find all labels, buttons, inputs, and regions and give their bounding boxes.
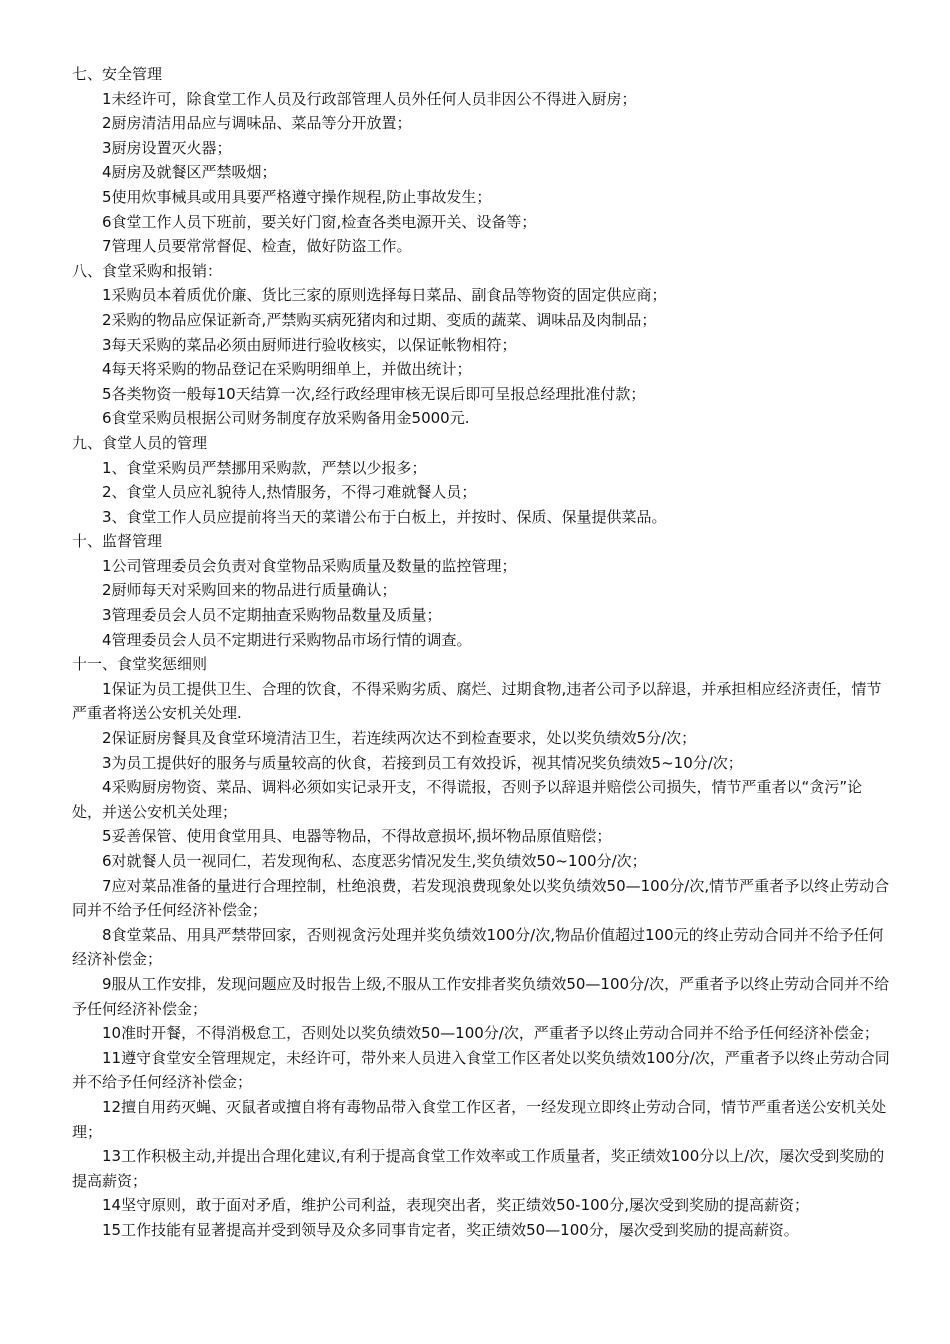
- section-item: 13工作积极主动,并提出合理化建议,有利于提高食堂工作效率或工作质量者，奖正绩效100分以上/次，屡次受到奖励的提高薪资；: [72, 1147, 885, 1190]
- section-heading: 十、监督管理: [72, 532, 163, 551]
- section: [72, 652, 892, 1242]
- section-item: 2采购的物品应保证新奇,严禁购买病死猪肉和过期、变质的蔬菜、调味品及肉制品；: [102, 310, 657, 329]
- section-item: 5妥善保管、使用食堂用具、电器等物品，不得故意损坏,损坏物品原值赔偿；: [102, 827, 612, 846]
- section-item: 12擅自用药灭蝇、灭鼠者或擅自将有毒物品带入食堂工作区者，一经发现立即终止劳动合同，情节严重者送公安机关处理；: [72, 1097, 887, 1141]
- section-heading: 十一、食堂奖惩细则: [72, 655, 208, 674]
- section-item: 6食堂采购员根据公司财务制度存放采购备用金5000元.: [102, 409, 470, 428]
- section-item: 3为员工提供好的服务与质量较高的伙食，若接到员工有效投诉，视其情况奖负绩效5~10分/次；: [102, 753, 743, 772]
- section-item: 1保证为员工提供卫生、合理的饮食，不得采购劣质、腐烂、过期食物,违者公司予以辞退，并承担相应经济责任，情节严重者将送公安机关处理.: [72, 679, 882, 723]
- section: [72, 62, 892, 259]
- section-item: 3每天采购的菜品必须由厨师进行验收核实，以保证帐物相符；: [102, 335, 517, 354]
- section-item: 1公司管理委员会负责对食堂物品采购质量及数量的监控管理；: [102, 556, 517, 575]
- document-page: [72, 62, 892, 1243]
- section-item: 3厨房设置灭火器；: [102, 138, 232, 157]
- section-item: 5各类物资一般每10天结算一次,经行政经理审核无误后即可呈报总经理批准付款；: [102, 384, 646, 403]
- section-item: 1、食堂采购员严禁挪用采购款，严禁以少报多；: [102, 458, 427, 477]
- section-item: 4厨房及就餐区严禁吸烟；: [102, 163, 277, 182]
- section-item: 2保证厨房餐具及食堂环境清洁卫生，若连续两次达不到检查要求，处以奖负绩效5分/次；: [102, 729, 697, 748]
- section: [72, 431, 892, 529]
- section-item: 7应对菜品准备的量进行合理控制，杜绝浪费，若发现浪费现象处以奖负绩效50—100分/次,情节严重者予以终止劳动合同并不给予任何经济补偿金；: [72, 876, 890, 920]
- section-item: 2、食堂人员应礼貌待人,热情服务，不得刁难就餐人员；: [102, 483, 477, 502]
- section: [72, 259, 892, 431]
- section-item: 2厨师每天对采购回来的物品进行质量确认；: [102, 581, 397, 600]
- section-item: 6食堂工作人员下班前，要关好门窗,检查各类电源开关、设备等；: [102, 212, 537, 231]
- section: [72, 529, 892, 652]
- section-item: 7管理人员要常常督促、检查，做好防盗工作。: [102, 237, 412, 256]
- section-item: 1未经许可，除食堂工作人员及行政部管理人员外任何人员非因公不得进入厨房；: [102, 89, 637, 108]
- section-item: 4每天将采购的物品登记在采购明细单上，并做出统计；: [102, 360, 472, 379]
- section-item: 10准时开餐，不得消极怠工，否则处以奖负绩效50—100分/次，严重者予以终止劳动合同并不给予任何经济补偿金；: [102, 1024, 879, 1043]
- section-item: 6对就餐人员一视同仁，若发现徇私、态度恶劣情况发生,奖负绩效50~100分/次；: [102, 852, 647, 870]
- section-item: 9服从工作安排，发现问题应及时报告上级,不服从工作安排者奖负绩效50—100分/次，严重者予以终止劳动合同并不给予任何经济补偿金；: [72, 974, 890, 1018]
- section-item: 3管理委员会人员不定期抽查采购物品数量及质量；: [102, 606, 442, 625]
- section-item: 2厨房清洁用品应与调味品、菜品等分开放置；: [102, 114, 412, 133]
- section-item: 1采购员本着质优价廉、货比三家的原则选择每日菜品、副食品等物资的固定供应商；: [102, 286, 667, 305]
- section-heading: 九、食堂人员的管理: [72, 433, 208, 452]
- section-item: 15工作技能有显著提高并受到领导及众多同事肯定者，奖正绩效50—100分，屡次受到奖励的提高薪资。: [102, 1220, 799, 1239]
- section-heading: 七、安全管理: [72, 65, 163, 83]
- section-item: 4管理委员会人员不定期进行采购物品市场行情的调查。: [102, 630, 472, 649]
- section-item: 11遵守食堂安全管理规定，未经许可，带外来人员进入食堂工作区者处以奖负绩效100分/次，严重者予以终止劳动合同并不给予任何经济补偿金；: [72, 1048, 890, 1092]
- section-heading: 八、食堂采购和报销：: [72, 261, 223, 280]
- section-item: 5使用炊事械具或用具要严格遵守操作规程,防止事故发生；: [102, 187, 492, 206]
- section-item: 8食堂菜品、用具严禁带回家，否则视贪污处理并奖负绩效100分/次,物品价值超过100元的终止劳动合同并不给予任何经济补偿金；: [72, 925, 884, 969]
- section-item: 3、食堂工作人员应提前将当天的菜谱公布于白板上，并按时、保质、保量提供菜品。: [102, 507, 667, 526]
- section-item: 4采购厨房物资、菜品、调料必须如实记录开支，不得谎报，否则予以辞退并赔偿公司损失，情节严重者以“贪污”论处，并送公安机关处理；: [72, 778, 863, 821]
- section-item: 14坚守原则，敢于面对矛盾，维护公司利益，表现突出者，奖正绩效50-100分,屡次受到奖励的提高薪资；: [102, 1196, 809, 1215]
